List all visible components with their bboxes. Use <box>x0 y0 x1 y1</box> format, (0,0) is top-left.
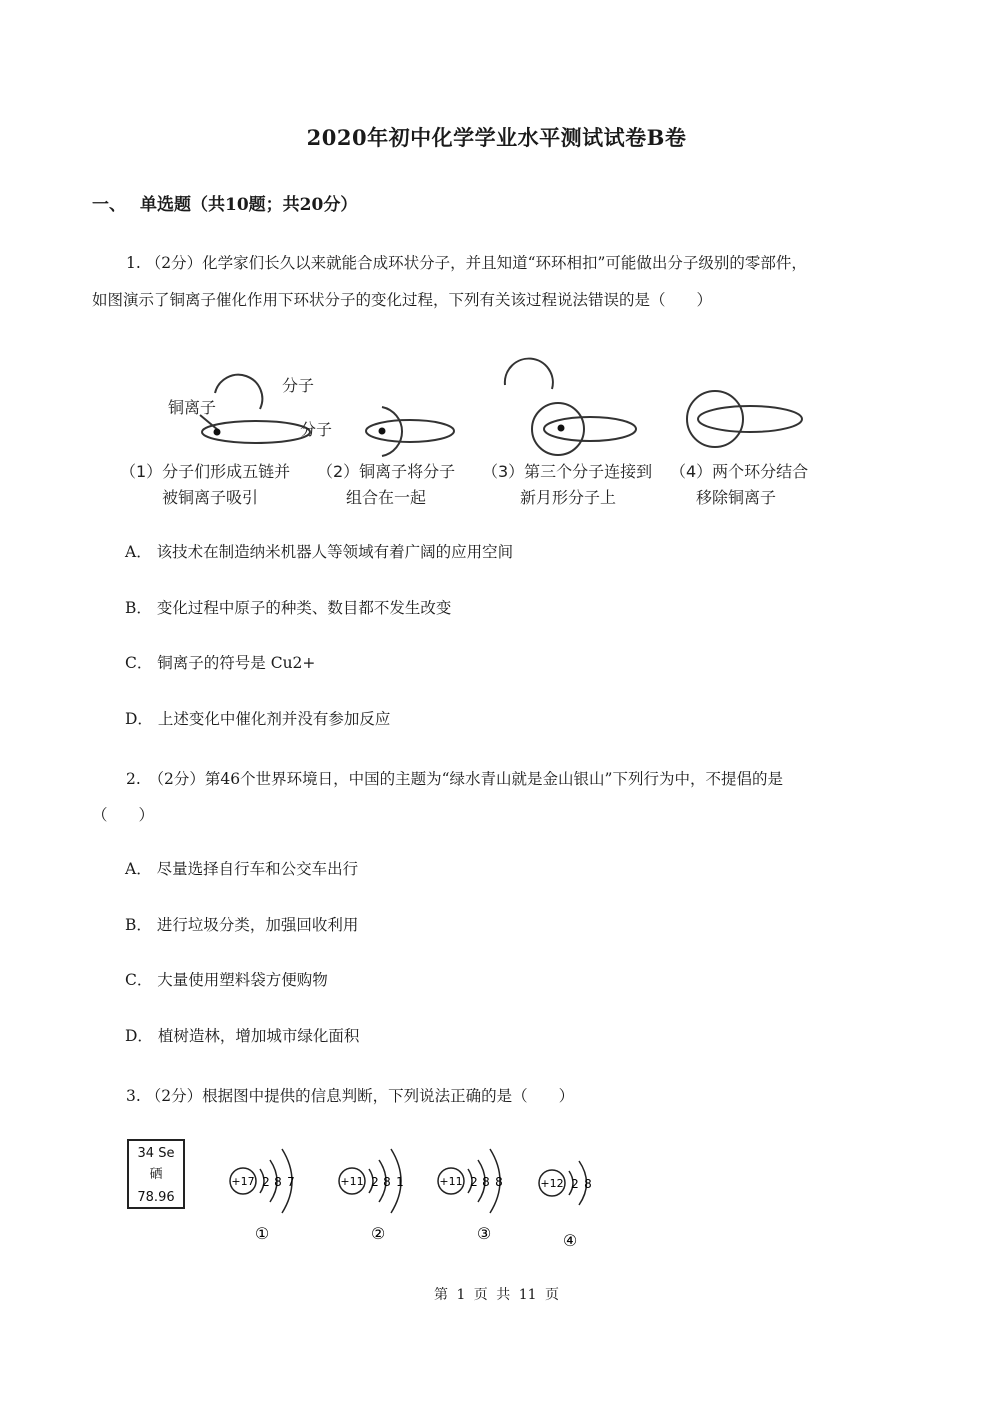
question-1-stem <box>92 245 922 318</box>
atom-diagram-2 <box>339 1149 404 1243</box>
nucleus-charge: +17 <box>231 1175 255 1188</box>
step-4-line2: 移除铜离子 <box>696 488 777 507</box>
catalysis-figure <box>120 335 840 515</box>
question-2-line2: （ ） <box>92 806 155 824</box>
question-1-option-b: B． 变化过程中原子的种类、数目都不发生改变 <box>125 599 452 617</box>
shell-electrons: 8 <box>274 1175 282 1189</box>
step-3-line1: （3）第三个分子连接到 <box>482 462 653 481</box>
atom-diagram-4 <box>539 1161 592 1250</box>
shell-electrons: 2 <box>262 1175 270 1189</box>
step-2-line1: （2）铜离子将分子 <box>317 462 456 481</box>
molecule-arc <box>215 375 262 409</box>
label-molecule-b: 分子 <box>300 420 333 439</box>
copper-ion-dot <box>558 425 565 432</box>
shell-electrons: 8 <box>584 1177 592 1191</box>
nucleus-charge: +11 <box>340 1175 364 1188</box>
shell-electrons: 2 <box>371 1175 379 1189</box>
copper-pointer <box>200 415 218 430</box>
element-name: 硒 <box>149 1167 163 1182</box>
question-3-line1: 3. （2分）根据图中提供的信息判断，下列说法正确的是（ ） <box>126 1087 575 1105</box>
question-1-option-a: A． 该技术在制造纳米机器人等领域有着广阔的应用空间 <box>125 543 514 561</box>
atom-diagram-1 <box>230 1149 295 1243</box>
question-1-option-d: D． 上述变化中催化剂并没有参加反应 <box>125 710 391 728</box>
copper-ion-dot <box>379 428 386 435</box>
element-number-symbol: 34 Se <box>137 1146 175 1161</box>
step-1-line2: 被铜离子吸引 <box>162 488 259 507</box>
label-molecule-a: 分子 <box>282 376 315 395</box>
section-heading <box>92 190 357 215</box>
step-2-line2: 组合在一起 <box>346 488 427 507</box>
question-2-stem <box>92 761 922 833</box>
shell-electrons: 7 <box>287 1175 295 1189</box>
third-molecule-arc <box>505 359 553 389</box>
question-2-option-d: D． 植树造林，增加城市绿化面积 <box>125 1027 360 1045</box>
step-4-line1: （4）两个环分结合 <box>670 462 809 481</box>
step-3-line2: 新月形分子上 <box>520 488 617 507</box>
shell-electrons: 8 <box>383 1175 391 1189</box>
shell-electrons: 2 <box>470 1175 478 1189</box>
ring-molecule <box>687 391 743 447</box>
question-1-line2: 如图演示了铜离子催化作用下环状分子的变化过程，下列有关该过程说法错误的是（ ） <box>92 291 713 309</box>
atom-label: ④ <box>562 1231 578 1250</box>
atom-diagram-3 <box>438 1149 503 1243</box>
shell-electrons: 2 <box>571 1177 579 1191</box>
section-label: 单选题（共10题；共20分） <box>140 195 358 215</box>
copper-ion-dot <box>214 429 221 436</box>
molecule-ellipse <box>698 406 802 432</box>
element-mass: 78.96 <box>137 1190 175 1205</box>
atom-structure-figure <box>120 1135 620 1255</box>
nucleus-charge: +11 <box>439 1175 463 1188</box>
shell-electrons: 1 <box>396 1175 404 1189</box>
shell-electrons: 8 <box>495 1175 503 1189</box>
question-1-line1: 1. （2分）化学家们长久以来就能合成环状分子，并且知道“环环相扣”可能做出分子级别的零部件， <box>126 254 807 272</box>
page-footer: 第 1 页 共 11 页 <box>434 1287 559 1303</box>
question-1-option-c: C． 铜离子的符号是 Cu2+ <box>125 654 316 672</box>
page-title: 2020年初中化学学业水平测试试卷B卷 <box>306 125 687 150</box>
question-2-option-c: C． 大量使用塑料袋方便购物 <box>125 971 328 989</box>
atom-label: ② <box>370 1224 386 1243</box>
question-2-option-a: A． 尽量选择自行车和公交车出行 <box>125 860 359 878</box>
section-number: 一、 <box>92 195 126 215</box>
atom-label: ① <box>254 1224 270 1243</box>
question-3-stem <box>92 1078 922 1114</box>
nucleus-charge: +12 <box>540 1177 564 1190</box>
step-1-line1: （1）分子们形成五链并 <box>120 462 291 481</box>
question-2-option-b: B． 进行垃圾分类，加强回收利用 <box>125 916 359 934</box>
atom-label: ③ <box>476 1224 492 1243</box>
question-2-line1: 2. （2分）第46个世界环境日，中国的主题为“绿水青山就是金山银山”下列行为中，不提倡的是 <box>126 770 783 788</box>
label-copper-ion: 铜离子 <box>168 398 217 417</box>
shell-electrons: 8 <box>482 1175 490 1189</box>
